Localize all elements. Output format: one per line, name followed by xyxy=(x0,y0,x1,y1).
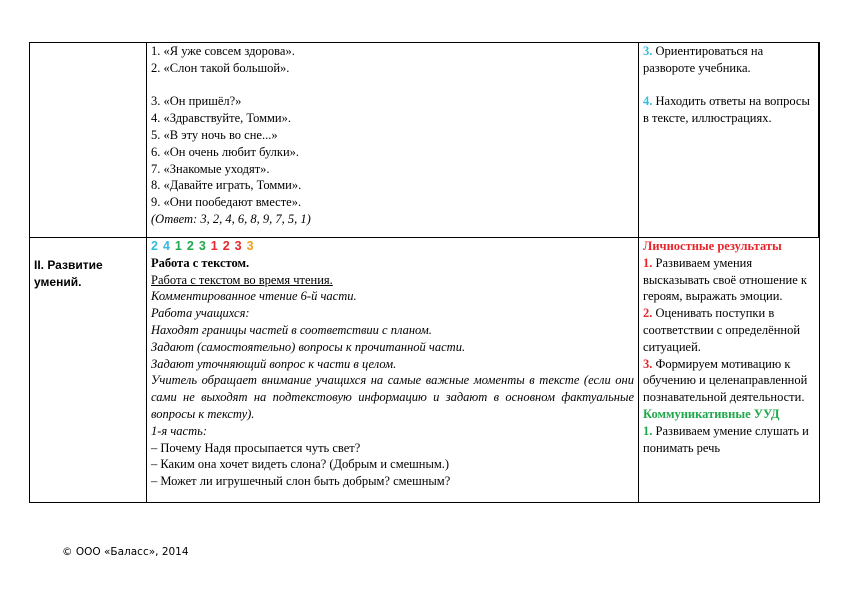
stage-cell xyxy=(30,43,147,238)
sentence-list xyxy=(151,43,634,211)
uud-number: 3 xyxy=(234,239,242,253)
work-subtitle: Работа с текстом во время чтения. xyxy=(151,272,333,287)
stage-cell xyxy=(30,238,147,503)
uud-item xyxy=(643,43,814,77)
item-text: Находить ответы на вопросы в тексте, иллюстрациях. xyxy=(643,94,810,126)
list-item: 9. «Они пообедают вместе». xyxy=(151,195,302,210)
item-text: Развиваем умение слушать и понимать речь xyxy=(643,423,809,455)
list-item: 8. «Давайте играть, Томми». xyxy=(151,178,302,193)
list-item: 7. «Знакомые уходят». xyxy=(151,161,270,176)
question: – Почему Надя просыпается чуть свет? xyxy=(151,440,361,455)
list-item: 3. «Он пришёл?» xyxy=(151,94,242,109)
uud-numbers xyxy=(151,238,634,255)
uud-item xyxy=(643,305,815,355)
copyright-footer: © ООО «Баласс», 2014 xyxy=(62,546,189,558)
spacer xyxy=(151,77,634,94)
uud-number: 3 xyxy=(246,239,254,253)
communicative-title: Коммуникативные УУД xyxy=(643,406,780,421)
list-item: 5. «В эту ночь во сне...» xyxy=(151,127,278,142)
item-text: Формируем мотивацию к обучению и целенаправленной познавательной деятельности. xyxy=(643,356,808,405)
work-line: Задают уточняющий вопрос к части в целом. xyxy=(151,356,397,371)
work-line: Работа учащихся: xyxy=(151,306,250,321)
answer-text: (Ответ: 3, 2, 4, 6, 8, 9, 7, 5, 1) xyxy=(151,211,311,226)
uud-cell xyxy=(639,238,820,503)
uud-item xyxy=(643,93,814,127)
uud-item xyxy=(643,255,815,305)
work-line: Задают (самостоятельно) вопросы к прочитанной части. xyxy=(151,339,466,354)
uud-number: 2 xyxy=(186,239,194,253)
list-item: 1. «Я уже совсем здорова». xyxy=(151,44,295,58)
work-title: Работа с текстом. xyxy=(151,255,250,270)
item-text: Развиваем умения высказывать своё отношение к героям, выражать эмоции. xyxy=(643,255,807,304)
uud-item xyxy=(643,356,815,406)
list-item: 6. «Он очень любит булки». xyxy=(151,144,300,159)
item-text: Ориентироваться на развороте учебника. xyxy=(643,44,764,75)
item-number: 1. xyxy=(643,255,653,270)
item-number: 2. xyxy=(643,306,653,321)
uud-number: 4 xyxy=(162,239,170,253)
work-line: Комментированное чтение 6-й части. xyxy=(151,289,357,304)
question: – Может ли игрушечный слон быть добрым? смешным? xyxy=(151,474,451,489)
spacer xyxy=(643,77,814,94)
content-cell xyxy=(147,238,639,503)
lesson-table xyxy=(29,42,820,503)
uud-item xyxy=(643,423,815,457)
question: – Каким она хочет видеть слона? (Добрым и смешным.) xyxy=(151,457,450,472)
list-item: 4. «Здравствуйте, Томми». xyxy=(151,111,291,126)
uud-cell xyxy=(639,43,820,238)
uud-number: 3 xyxy=(198,239,206,253)
personal-results-title: Личностные результаты xyxy=(643,239,782,253)
item-number: 3. xyxy=(643,44,653,58)
teacher-note: Учитель обращает внимание учащихся на самые важные моменты в тексте (если они сами не выходят на подтекстовую информацию и задают в основном фактуальные вопросы к тексту). xyxy=(151,373,634,421)
content-cell xyxy=(147,43,639,238)
item-number: 4. xyxy=(643,94,653,109)
uud-number: 1 xyxy=(210,239,218,253)
item-text: Оценивать поступки в соответствии с определённой ситуацией. xyxy=(643,306,801,354)
stage-title: II. Развитие умений. xyxy=(34,258,103,289)
item-number: 1. xyxy=(643,423,653,438)
table-row xyxy=(30,238,820,503)
part-label: 1-я часть: xyxy=(151,423,207,438)
uud-number: 1 xyxy=(174,239,182,253)
uud-number: 2 xyxy=(222,239,230,253)
item-number: 3. xyxy=(643,356,653,371)
list-item: 2. «Слон такой большой». xyxy=(151,60,290,75)
uud-number: 2 xyxy=(151,239,158,253)
work-line: Находят границы частей в соответствии с планом. xyxy=(151,322,432,337)
table-row xyxy=(30,43,820,238)
